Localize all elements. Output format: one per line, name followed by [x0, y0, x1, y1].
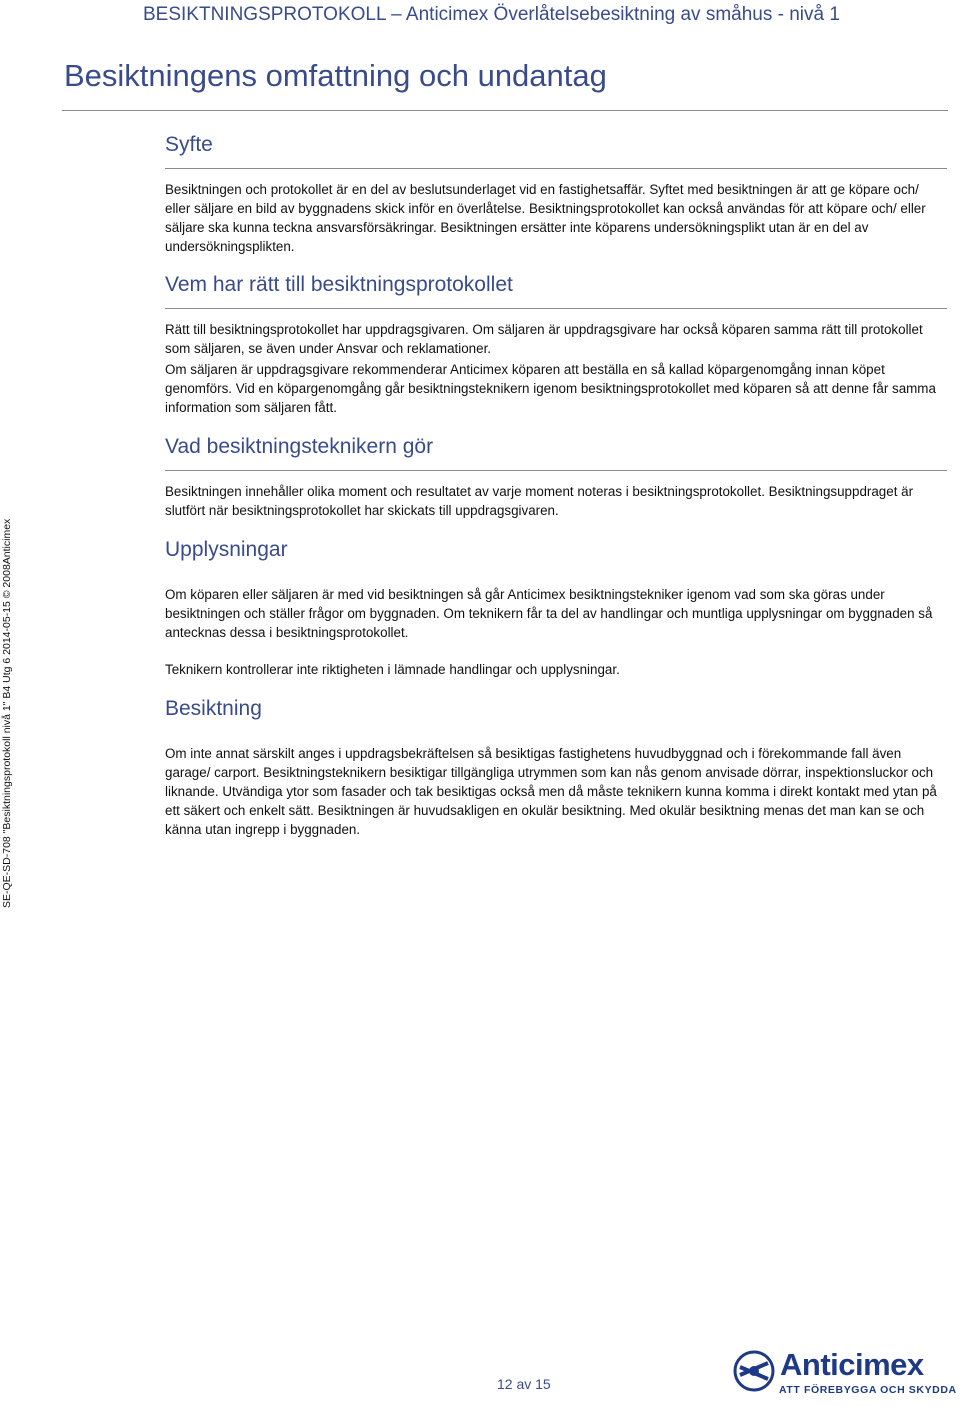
page-title: Besiktningens omfattning och undantag [64, 58, 607, 93]
section-paragraph: Teknikern kontrollerar inte riktigheten i lämnade handlingar och upplysningar. [165, 662, 620, 677]
anticimex-emblem-icon [732, 1349, 776, 1393]
running-header: BESIKTNINGSPROTOKOLL – Anticimex Överlåtelsebesiktning av småhus - nivå 1 [143, 4, 840, 25]
section-heading: Syfte [165, 133, 213, 156]
section-paragraph: Om köparen eller säljaren är med vid besiktningen så går Anticimex besiktningstekniker igenom vad som ska göras under besiktningen och ställer frågor om byggnaden. Om teknikern får ta del av handlingar och muntliga upplysningar om byggnaden så antecknas dessa i besiktningsprotokollet. [165, 587, 933, 640]
section-upplysningar [165, 536, 947, 681]
section-divider [165, 168, 947, 169]
page-number: 12 av 15 [497, 1376, 551, 1392]
section-ratt-till-protokollet [165, 271, 947, 419]
section-paragraph: Besiktningen innehåller olika moment och resultatet av varje moment noteras i besiktningsprotokollet. Besiktningsuppdraget är slutfört när besiktningsprotokollet har skickats till uppdragsgivaren. [165, 484, 914, 518]
section-heading: Upplysningar [165, 538, 288, 561]
logo-tagline: ATT FÖREBYGGA OCH SKYDDA [779, 1384, 957, 1396]
section-besiktning [165, 695, 947, 841]
section-vad-teknikern-gor [165, 433, 947, 522]
section-paragraph: Besiktningen och protokollet är en del av beslutsunderlaget vid en fastighetsaffär. Syftet med besiktningen är att ge köpare och/ eller säljare en bild av byggnadens skick inför en överlåtelse. Besiktningsprotokollet kan också användas för att köpare och/ eller säljare ska kunna teckna ansvarsförsäkringar. Besiktningen ersätter inte köparens undersökningsplikt utan är en del av undersökningsplikten. [165, 182, 926, 254]
anticimex-logo [732, 1347, 957, 1399]
section-heading: Besiktning [165, 697, 262, 720]
section-paragraph: Om inte annat särskilt anges i uppdragsbekräftelsen så besiktigas fastighetens huvudbyggnad och i förekommande fall även garage/ carport. Besiktningsteknikern besiktigar tillgängliga utrymmen som kan nås genom anvisade dörrar, inspektionsluckor och liknande. Utvändiga ytor som fasader och tak besiktigas också men då måste teknikern kunna komma i direkt kontakt med ytan på ett säkert och enkelt sätt. Besiktningen är huvudsakligen en okulär besiktning. Med okulär besiktning menas det man kan se och känna utan ingrepp i byggnaden. [165, 746, 937, 837]
document-reference-label: SE-QE-SD-708 "Besiktningsprotokoll nivå 1" B4 Utg 6 2014-05-15 © 2008Anticimex [1, 518, 13, 908]
section-heading: Vem har rätt till besiktningsprotokollet [165, 273, 513, 296]
logo-wordmark: Anticimex [780, 1347, 924, 1382]
section-paragraph: Rätt till besiktningsprotokollet har uppdragsgivaren. Om säljaren är uppdragsgivare har också köparen samma rätt till protokollet som säljaren, se även under Ansvar och reklamationer. [165, 322, 923, 356]
section-divider [165, 470, 947, 471]
title-divider [62, 110, 948, 111]
section-divider [165, 732, 947, 733]
section-heading: Vad besiktningsteknikern gör [165, 435, 434, 458]
section-syfte [165, 131, 947, 258]
section-paragraph: Om säljaren är uppdragsgivare rekommenderar Anticimex köparen att beställa en så kallad köpargenomgång innan köpet genomförs. Vid en köpargenomgång går besiktningsteknikern igenom besiktningsprotokollet med köparen så att denne får samma information som säljaren fått. [165, 362, 936, 415]
section-divider [165, 573, 947, 574]
section-divider [165, 308, 947, 309]
